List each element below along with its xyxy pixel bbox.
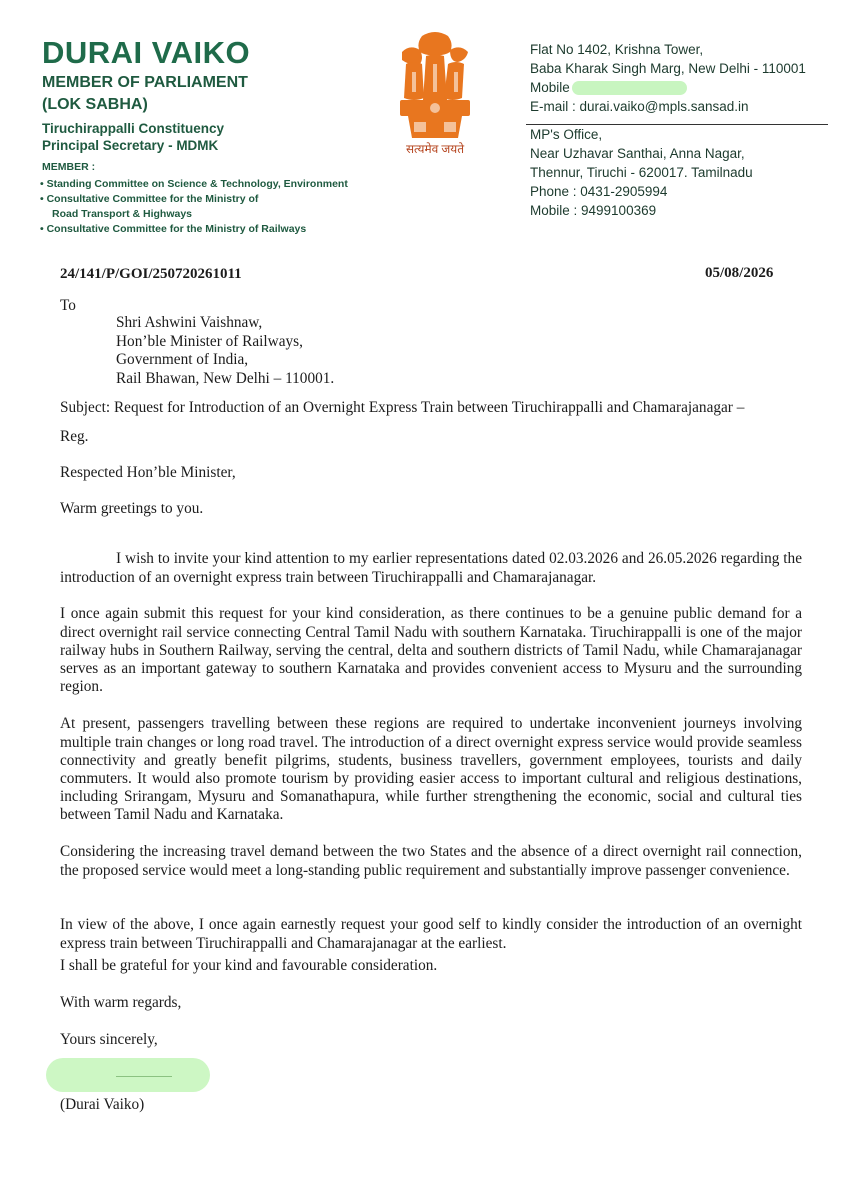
committee-list <box>40 177 348 237</box>
reference-number: 24/141/P/GOI/250720261011 <box>60 266 242 282</box>
party-role: Principal Secretary - MDMK <box>42 138 219 153</box>
letter-date: 05/08/2026 <box>705 265 774 281</box>
office-address-line: MP's Office, <box>530 127 603 142</box>
body-paragraph: Considering the increasing travel demand between the two States and the absence of a direct overnight rail connection, the proposed service would meet a long-standing public requirement and substantially improve passenger convenience. <box>60 843 802 879</box>
title-line-1: MEMBER OF PARLIAMENT <box>42 74 248 91</box>
committee-item: • Standing Committee on Science & Technology, Environment <box>40 178 348 190</box>
sign-off: Yours sincerely, <box>60 1031 158 1048</box>
subject-line-continued: Reg. <box>60 428 89 445</box>
body-paragraph: In view of the above, I once again earnestly request your good self to kindly consider the introduction of an overnight express train between Tiruchirappalli and Chamarajanagar at the earliest. <box>60 916 802 952</box>
body-paragraph: At present, passengers travelling between these regions are required to undertake inconvenient journeys involving multiple train changes or long road travel. The introduction of a direct overnight express service would provide seamless connectivity and greatly benefit pilgrims, students, business travellers, government employees, tourists and daily commuters. It would also promote tourism by providing easier access to important cultural and religious destinations, including Srirangam, Mysuru and Somanathapura, while further strengthening the economic, social and cultural ties between Tamil Nadu and Karnataka. <box>60 715 802 824</box>
emblem-motto: सत्यमेव जयते <box>405 142 465 156</box>
constituency: Tiruchirappalli Constituency <box>42 121 225 136</box>
office-address-line: Thennur, Tiruchi - 620017. Tamilnadu <box>530 165 753 180</box>
recipient-line: Government of India, <box>116 351 249 369</box>
mobile-line <box>530 78 806 97</box>
email-line: E-mail : durai.vaiko@mpls.sansad.in <box>530 99 749 114</box>
signature-redaction <box>46 1058 210 1092</box>
redaction-mark <box>572 81 687 95</box>
title-line-2: (LOK SABHA) <box>42 96 148 113</box>
committee-item: • Consultative Committee for the Ministry of <box>40 193 259 205</box>
regards: With warm regards, <box>60 994 182 1011</box>
office-address-line: Near Uzhavar Santhai, Anna Nagar, <box>530 146 745 161</box>
delhi-address-line: Flat No 1402, Krishna Tower, <box>530 42 704 57</box>
salutation: Respected Hon’ble Minister, <box>60 464 236 481</box>
mobile-label: Mobile <box>530 80 570 95</box>
letterhead-constituency-block <box>42 120 224 154</box>
member-label: MEMBER : <box>42 161 96 173</box>
letterhead-name: DURAI VAIKO <box>42 35 251 70</box>
body-paragraph: I wish to invite your kind attention to my earlier representations dated 02.03.2026 and 26.05.2026 regarding the introduction of an overnight express train between Tiruchirappalli and Chamarajanagar. <box>60 550 802 586</box>
office-phone: Phone : 0431-2905994 <box>530 184 668 199</box>
committee-item: • Consultative Committee for the Ministry of Railways <box>40 223 307 235</box>
recipient-line: Hon’ble Minister of Railways, <box>116 332 303 350</box>
letterhead-title <box>42 72 248 116</box>
letterhead-contact <box>530 40 806 220</box>
signatory-name: (Durai Vaiko) <box>60 1096 145 1113</box>
closing-line: I shall be grateful for your kind and favourable consideration. <box>60 957 438 974</box>
recipient-address <box>116 314 334 388</box>
subject-line: Subject: Request for Introduction of an Overnight Express Train between Tiruchirappalli and Chamarajanagar – <box>60 399 745 416</box>
national-emblem-icon <box>392 30 478 158</box>
greeting: Warm greetings to you. <box>60 500 204 517</box>
body-paragraph: I once again submit this request for your kind consideration, as there continues to be a genuine public demand for a direct overnight rail service connecting Central Tamil Nadu with southern Karnataka. Tiruchirappalli is one of the major railway hubs in Southern Railway, serving the central, delta and southern districts of Tamil Nadu, while Chamarajanagar serves as an important gateway to southern Karnataka and provides convenient access to Mysuru and the surrounding region. <box>60 605 802 696</box>
to-label: To <box>60 297 76 314</box>
recipient-line: Shri Ashwini Vaishnaw, <box>116 314 263 331</box>
office-mobile: Mobile : 9499100369 <box>530 203 657 218</box>
letterhead-divider <box>526 124 828 125</box>
committee-item: Road Transport & Highways <box>52 208 193 220</box>
delhi-address-line: Baba Kharak Singh Marg, New Delhi - 110001 <box>530 61 806 76</box>
recipient-line: Rail Bhawan, New Delhi – 110001. <box>116 369 335 387</box>
